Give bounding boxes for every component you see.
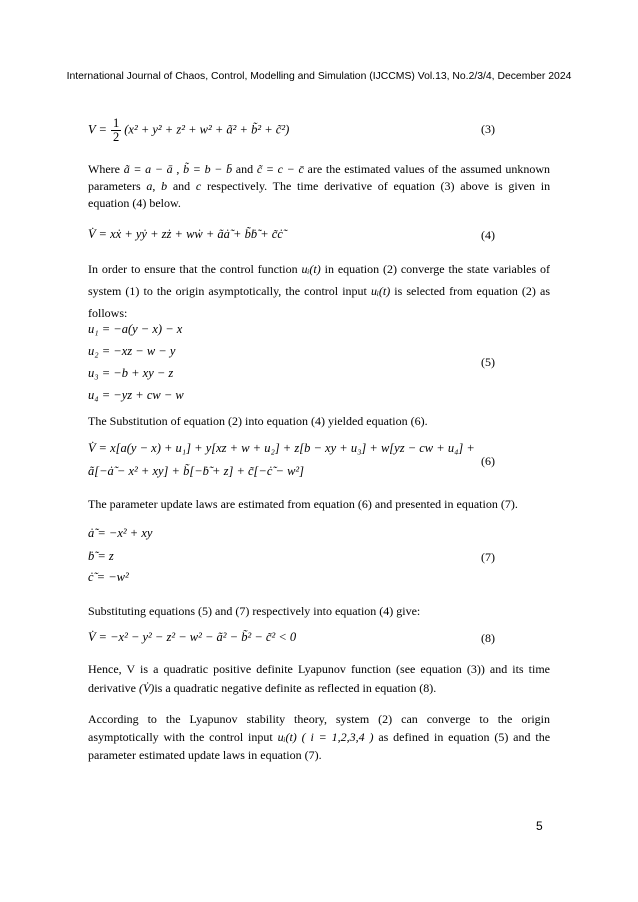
equation-7-line-2: ḃ̃ = z (88, 549, 114, 563)
eq3-numerator: 1 (112, 116, 120, 130)
param-c: c (195, 179, 202, 193)
hence-text-a: Hence, V is a quadratic positive definite Lyapunov function (see equation (3)) and its time derivative (88, 662, 550, 695)
where-text-b: are the estimated values of the assumed unknown parameters (88, 162, 551, 193)
equation-5-line-4: u₄ = −yz + cw − w (88, 388, 184, 402)
lyapunov-control-ui: uᵢ(t) (277, 730, 297, 744)
index-range: ( i = 1,2,3,4 ) (301, 730, 374, 744)
eq-number-5: (5) (481, 355, 495, 369)
paragraph-update-laws: The parameter update laws are estimated from equation (6) and presented in equation (7). (88, 497, 518, 511)
control-text-c: is selected from equation (2) as follows: (88, 284, 551, 320)
equation-7-line-1: ȧ̃ = −x² + xy (88, 526, 153, 540)
paragraph-substituting: Substituting equations (5) and (7) respectively into equation (4) give: (88, 604, 421, 618)
equation-6-line-1: V̇ = x[a(y − x) + u₁] + y[xz + w + u₂] + z[b − xy + u₃] + w[yz − cw + u₄] + (88, 441, 475, 455)
eq-number-4: (4) (481, 228, 495, 242)
paragraph-where: Where ã = a − ā , b̃ = b − b̄ and c̃ = c − c̄ are the estimated values of the assumed unknown parameters a, b and c respectively. The time derivative of equation (3) above is given in equation (4) below. (88, 162, 551, 210)
eq-number-3: (3) (481, 122, 495, 136)
vdot-symbol: (V̇) (138, 681, 155, 695)
equation-5-line-3: u₃ = −b + xy − z (88, 366, 174, 380)
equation-5-line-2: u₂ = −xz − w − y (88, 344, 176, 358)
control-text-b: in equation (2) converge the state variables of system (1) to the origin asymptotically, the control input (88, 262, 551, 298)
equation-4: V̇ = xẋ + yẏ + zż + wẇ + ãȧ̃ + b̃ḃ̃ + c̃ċ̃ (88, 227, 283, 241)
eq-number-8: (8) (481, 631, 495, 645)
equation-5-line-1: u₁ = −a(y − x) − x (88, 322, 183, 336)
paragraph-control (88, 258, 550, 324)
tilde-b-def: b̃ = b − b̄ (183, 162, 233, 176)
eq3-rhs: (x² + y² + z² + w² + ã² + b̃² + c̃²) (124, 122, 290, 137)
equation-6-line-2: ã[−ȧ̃ − x² + xy] + b̃[−ḃ̃ + z] + c̃[−ċ̃ − w²] (88, 464, 305, 478)
tilde-c-def: c̃ = c − c̄ (256, 162, 304, 176)
eq-number-6: (6) (481, 454, 495, 468)
page-number: 5 (536, 819, 543, 833)
equation-8: V̇ = −x² − y² − z² − w² − ã² − b̃² − c̃² < 0 (88, 630, 297, 644)
eq3-denominator: 2 (112, 130, 120, 144)
paragraph-lyapunov (88, 710, 550, 764)
control-text-a: In order to ensure that the control function (88, 262, 298, 276)
equation-3 (88, 117, 289, 144)
param-a: a (146, 179, 153, 193)
eq3-fraction (111, 117, 121, 144)
eq-number-7: (7) (481, 550, 495, 564)
lyapunov-text-b: as defined in equation (5) and the parameter estimated update laws in equation (7). (88, 730, 551, 762)
and-word: and (235, 162, 254, 176)
hence-text-b: is a quadratic negative definite as reflected in equation (8). (154, 681, 437, 695)
paragraph-substitution: The Substitution of equation (2) into equation (4) yielded equation (6). (88, 414, 428, 428)
param-b: b (161, 179, 168, 193)
paragraph-hence (88, 660, 550, 698)
control-function-ui: uᵢ(t) (301, 262, 321, 276)
where-text-c: respectively. The time derivative of equation (3) above is given in equation (4) below. (88, 179, 551, 210)
lyapunov-text-a: According to the Lyapunov stability theory, system (2) can converge to the origin asymptotically with the control input (88, 712, 550, 744)
tilde-a-def: ã = a − ā (123, 162, 173, 176)
equation-7-line-3: ċ̃ = −w² (88, 570, 129, 584)
control-input-ui: uᵢ(t) (370, 284, 391, 298)
journal-header: International Journal of Chaos, Control, Modelling and Simulation (IJCCMS) Vol.13, No.2/3/4, December 2024 (66, 71, 572, 82)
eq3-lhs: V = (88, 122, 107, 137)
and-word-2: and (172, 179, 191, 193)
where-text-a: Where (88, 162, 120, 176)
